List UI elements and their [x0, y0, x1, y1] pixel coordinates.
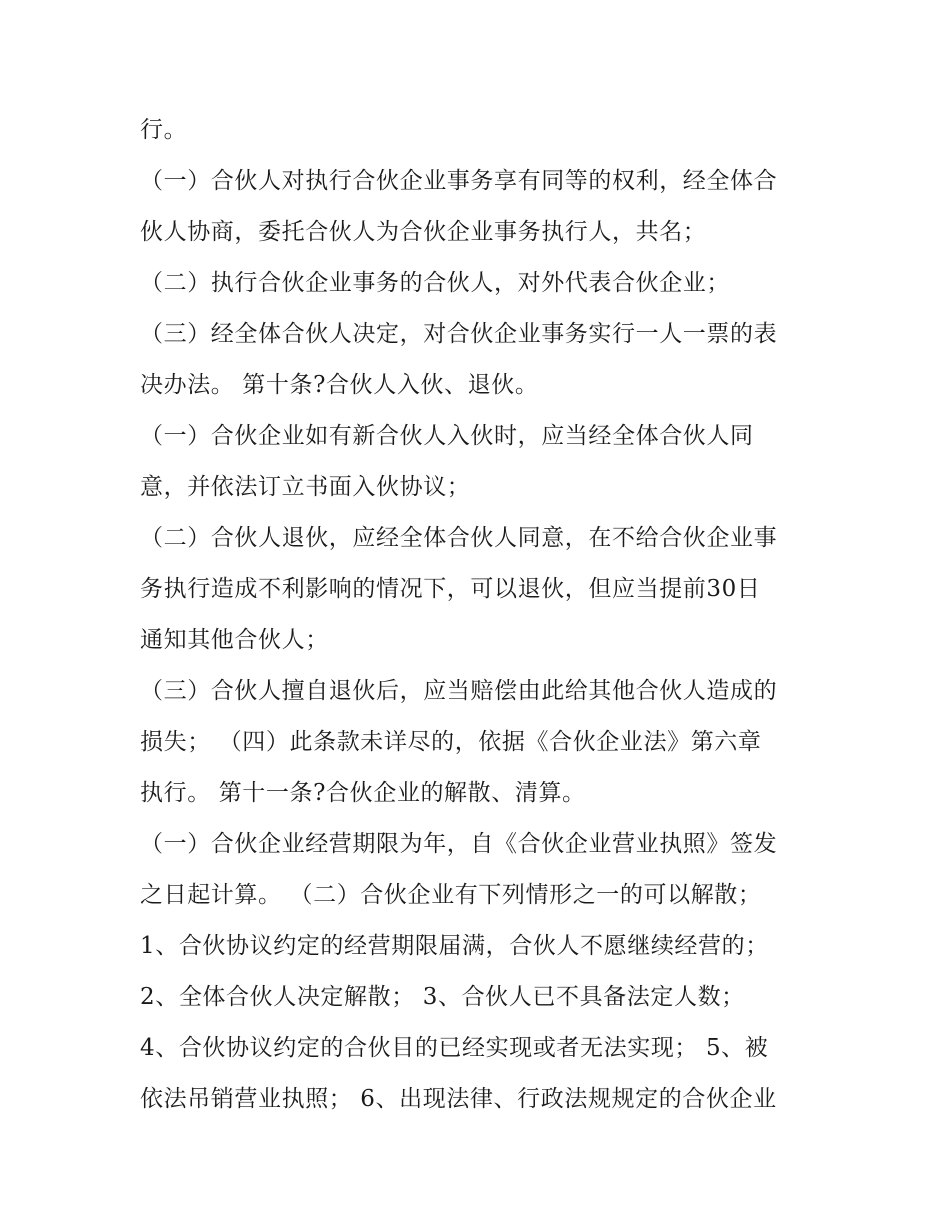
text-line-7: （一）合伙企业如有新合伙人入伙时，应当经全体合伙人同 — [140, 423, 754, 449]
text-line-2: （一）合伙人对执行合伙企业事务享有同等的权利，经全体合 — [140, 168, 778, 194]
text-line-6: 决办法。 第十条?合伙人入伙、退伙。 — [140, 372, 539, 398]
text-line-10: 务执行造成不利影响的情况下，可以退伙，但应当提前30日 — [140, 576, 761, 602]
text-line-1: 行。 — [140, 117, 188, 143]
text-line-17: 1、合伙协议约定的经营期限届满，合伙人不愿继续经营的； — [140, 933, 769, 959]
text-line-15: （一）合伙企业经营期限为年，自《合伙企业营业执照》签发 — [140, 831, 778, 857]
text-line-12: （三）合伙人擅自退伙后，应当赔偿由此给其他合伙人造成的 — [140, 678, 778, 704]
text-line-14: 执行。 第十一条?合伙企业的解散、清算。 — [140, 780, 586, 806]
text-line-13: 损失； （四）此条款未详尽的，依据《合伙企业法》第六章 — [140, 729, 762, 755]
text-line-9: （二）合伙人退伙，应经全体合伙人同意，在不给合伙企业事 — [140, 525, 778, 551]
text-line-18: 2、全体合伙人决定解散； 3、合伙人已不具备法定人数； — [140, 984, 745, 1010]
text-line-4: （二）执行合伙企业事务的合伙人，对外代表合伙企业； — [140, 270, 730, 296]
text-line-3: 伙人协商，委托合伙人为合伙企业事务执行人，共名； — [140, 219, 707, 245]
text-line-11: 通知其他合伙人； — [140, 627, 329, 653]
text-line-5: （三）经全体合伙人决定，对合伙企业事务实行一人一票的表 — [140, 321, 778, 347]
text-line-8: 意，并依法订立书面入伙协议； — [140, 474, 471, 500]
text-line-19: 4、合伙协议约定的合伙目的已经实现或者无法实现； 5、被 — [140, 1035, 769, 1061]
body-text — [140, 105, 830, 1125]
text-line-16: 之日起计算。 （二）合伙企业有下列情形之一的可以解散； — [140, 882, 762, 908]
text-line-20: 依法吊销营业执照； 6、出现法律、行政法规规定的合伙企业 — [140, 1086, 777, 1112]
